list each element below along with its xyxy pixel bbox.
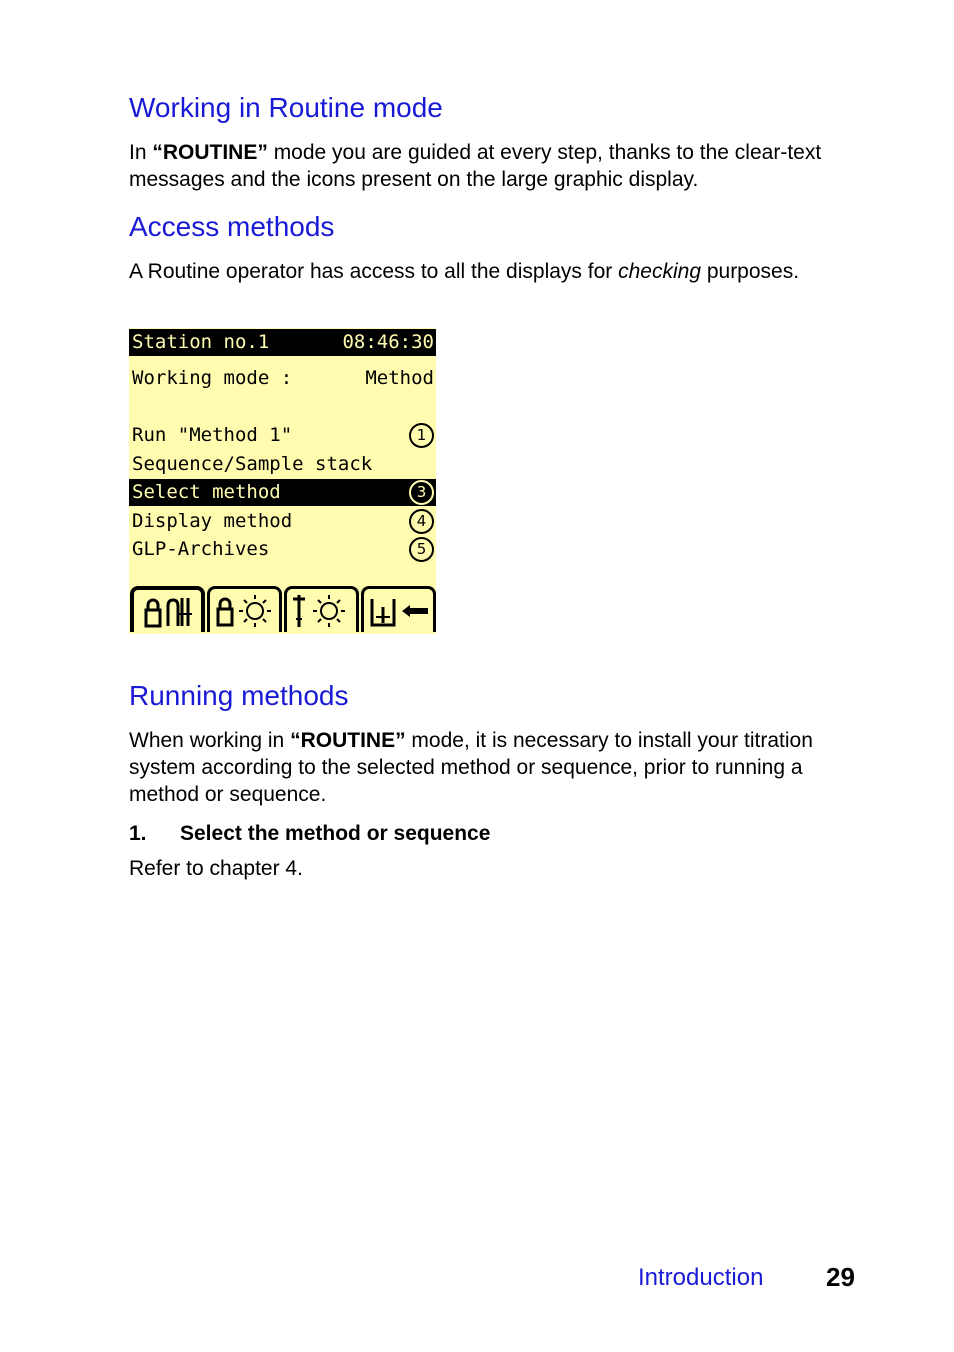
toolbar-tab-1[interactable] (130, 586, 205, 632)
bottle-lock-icon (134, 590, 204, 636)
heading-working-routine: Working in Routine mode (129, 92, 443, 123)
lcd-status-bar (129, 329, 436, 356)
lcd-menu-label: GLP-Archives (132, 538, 270, 560)
step-1-text: Refer to chapter 4. (129, 857, 303, 880)
routine-text-2: mode you are guided at every step, thanks to the clear-text messages and the icons present on the large graphic display. (129, 141, 822, 191)
lcd-menu-label: Select method (132, 481, 281, 503)
lcd-menu-label: Display method (132, 510, 293, 532)
key-3-icon: 3 (409, 480, 434, 505)
burette-sun-icon (287, 589, 357, 635)
toolbar-tab-3[interactable] (284, 586, 359, 632)
lcd-menu-item[interactable] (129, 451, 436, 478)
lcd-mode-label: Working mode : (132, 367, 293, 389)
heading-access-methods: Access methods (129, 211, 335, 242)
lock-sun-icon (210, 589, 280, 635)
heading-running-methods: Running methods (129, 680, 349, 711)
routine-bold: “ROUTINE” (152, 141, 268, 164)
beaker-arrow-icon (364, 589, 434, 635)
step-title: Select the method or sequence (180, 822, 491, 845)
key-5-icon: 5 (409, 537, 434, 562)
lcd-time: 08:46:30 (342, 331, 434, 353)
lcd-menu-label: Sequence/Sample stack (132, 453, 373, 475)
access-text-1: A Routine operator has access to all the displays for (129, 260, 619, 283)
lcd-mode-row (129, 365, 436, 392)
lcd-menu-item[interactable] (129, 536, 436, 563)
page-number: 29 (826, 1262, 855, 1292)
running-bold: “ROUTINE” (290, 729, 406, 752)
footer-section: Introduction (638, 1264, 764, 1291)
lcd-menu-label: Run "Method 1" (132, 424, 293, 446)
step-number: 1. (129, 822, 147, 845)
key-1-icon: 1 (409, 423, 434, 448)
lcd-menu-item[interactable] (129, 422, 436, 449)
routine-paragraph (129, 139, 859, 193)
running-text-1: When working in (129, 729, 291, 752)
access-text-2: purposes. (701, 260, 800, 283)
toolbar-tab-2[interactable] (207, 586, 282, 632)
lcd-menu-item-selected[interactable] (129, 479, 436, 506)
lcd-station: Station no.1 (132, 331, 270, 353)
lcd-display (129, 328, 436, 634)
lcd-menu-item[interactable] (129, 508, 436, 535)
access-italic: checking (618, 260, 701, 283)
lcd-toolbar (129, 582, 436, 634)
running-paragraph (129, 727, 859, 808)
running-text-2: mode, it is necessary to install your titration system according to the selected method or sequence, prior to running a method or sequence. (129, 729, 813, 806)
routine-text-1: In (129, 141, 153, 164)
key-4-icon: 4 (409, 509, 434, 534)
access-paragraph (129, 258, 859, 285)
toolbar-tab-4[interactable] (361, 586, 436, 632)
lcd-mode-value: Method (365, 367, 434, 389)
